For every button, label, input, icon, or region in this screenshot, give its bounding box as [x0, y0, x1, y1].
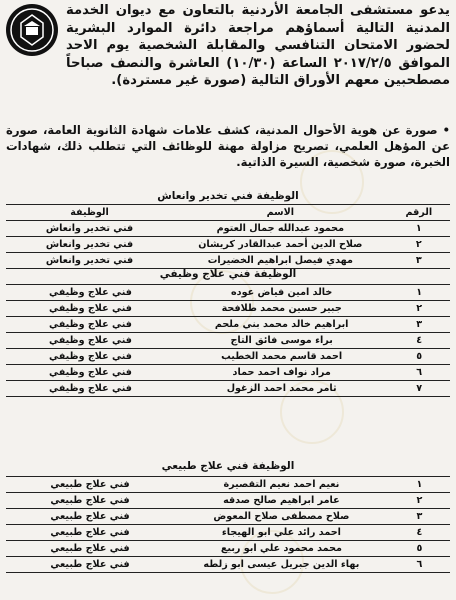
- table-physiotherapy: [6, 476, 450, 573]
- row-job: فني علاج وظيفي: [6, 317, 175, 333]
- row-job: فني علاج وظيفي: [6, 285, 175, 301]
- table-row: [6, 221, 450, 237]
- row-number: ١: [388, 221, 450, 237]
- row-name: صلاح مصطفى صلاح المعوض: [174, 509, 389, 525]
- row-name: صلاح الدين أحمد عبدالقادر كريشان: [173, 237, 388, 253]
- row-number: ٥: [389, 541, 450, 557]
- row-name: مهدي فيصل ابراهيم الخضيرات: [173, 253, 388, 269]
- row-name: ابراهيم خالد محمد بني ملحم: [175, 317, 388, 333]
- table-row: [6, 525, 450, 541]
- row-name: مراد نواف احمد حماد: [175, 365, 388, 381]
- row-job: فني علاج طبيعي: [6, 493, 174, 509]
- row-number: ٥: [388, 349, 450, 365]
- row-number: ٣: [389, 509, 450, 525]
- table-row: [6, 365, 450, 381]
- row-job: فني علاج طبيعي: [6, 477, 174, 493]
- header-number: الرقم: [388, 205, 450, 221]
- row-number: ٤: [388, 333, 450, 349]
- row-number: ٤: [389, 525, 450, 541]
- row-number: ١: [388, 285, 450, 301]
- row-number: ٢: [388, 301, 450, 317]
- row-name: ثامر محمد احمد الزغول: [175, 381, 388, 397]
- header-name: الاسم: [173, 205, 388, 221]
- row-name: بهاء الدين جبريل عيسى ابو زلطه: [174, 557, 389, 573]
- table-occupational-therapy: [6, 284, 450, 397]
- row-job: فني علاج طبيعي: [6, 509, 174, 525]
- table-row: [6, 317, 450, 333]
- required-documents: • صورة عن هوية الأحوال المدنية، كشف علامات شهادة الثانوية العامة، صورة عن المؤهل العلمي، تصريح مزاولة مهنة للوظائف التي تتطلب ذلك، شهادات الخبرة، صورة شخصية، السيرة الذاتية.: [6, 123, 450, 169]
- table-row: [6, 493, 450, 509]
- emblem-icon: [9, 7, 55, 53]
- table-row: [6, 301, 450, 317]
- table-row: [6, 381, 450, 397]
- row-name: عامر ابراهيم صالح صدقه: [174, 493, 389, 509]
- row-number: ٦: [389, 557, 450, 573]
- row-name: محمود عبدالله جمال العتوم: [173, 221, 388, 237]
- table-anesthesia: [6, 204, 450, 269]
- row-name: محمد محمود علي ابو ربيع: [174, 541, 389, 557]
- table-row: [6, 237, 450, 253]
- table-row: [6, 477, 450, 493]
- row-job: فني تخدير وانعاش: [6, 237, 173, 253]
- announcement-header: [0, 0, 456, 118]
- row-job: فني تخدير وانعاش: [6, 221, 173, 237]
- row-job: فني تخدير وانعاش: [6, 253, 173, 269]
- row-name: جبير حسين محمد طلافحة: [175, 301, 388, 317]
- section-title-anesthesia: الوظيفة فني تخدير وانعاش: [157, 190, 299, 202]
- row-name: احمد قاسم محمد الخطيب: [175, 349, 388, 365]
- section-title-physiotherapy: الوظيفة فني علاج طبيعي: [161, 460, 295, 472]
- section-title-occupational-therapy: الوظيفة فني علاج وظيفي: [159, 268, 297, 280]
- table-row: [6, 285, 450, 301]
- row-job: فني علاج وظيفي: [6, 333, 175, 349]
- table-row: [6, 349, 450, 365]
- row-number: ١: [389, 477, 450, 493]
- table-row: [6, 541, 450, 557]
- table-row: [6, 333, 450, 349]
- intro-paragraph: يدعو مستشفى الجامعة الأردنية بالتعاون مع ديوان الخدمة المدنية التالية أسماؤهم مراجعة دائرة الموارد البشرية لحضور الامتحان التنافسي والمقابلة الشخصية يوم الاحد الموافق ٢٠١٧/٢/٥ الساعة (١٠/٣٠) العاشرة والنصف صباحاً مصطحبين معهم الأوراق التالية (صورة غير مستردة).: [66, 3, 450, 88]
- table-row: [6, 509, 450, 525]
- university-logo: [6, 4, 58, 56]
- row-name: احمد رائد علي ابو الهيجاء: [174, 525, 389, 541]
- table-row: [6, 557, 450, 573]
- row-number: ٧: [388, 381, 450, 397]
- row-job: فني علاج طبيعي: [6, 557, 174, 573]
- row-job: فني علاج وظيفي: [6, 381, 175, 397]
- row-name: نعيم احمد نعيم التقصيرة: [174, 477, 389, 493]
- row-name: خالد امين فياض عوده: [175, 285, 388, 301]
- row-number: ٢: [389, 493, 450, 509]
- row-number: ٣: [388, 317, 450, 333]
- row-name: براء موسى فائق التاج: [175, 333, 388, 349]
- row-number: ٦: [388, 365, 450, 381]
- row-number: ٣: [388, 253, 450, 269]
- row-number: ٢: [388, 237, 450, 253]
- row-job: فني علاج وظيفي: [6, 349, 175, 365]
- table-header-row: [6, 205, 450, 221]
- header-job: الوظيفة: [6, 205, 173, 221]
- row-job: فني علاج طبيعي: [6, 525, 174, 541]
- row-job: فني علاج وظيفي: [6, 301, 175, 317]
- row-job: فني علاج وظيفي: [6, 365, 175, 381]
- row-job: فني علاج طبيعي: [6, 541, 174, 557]
